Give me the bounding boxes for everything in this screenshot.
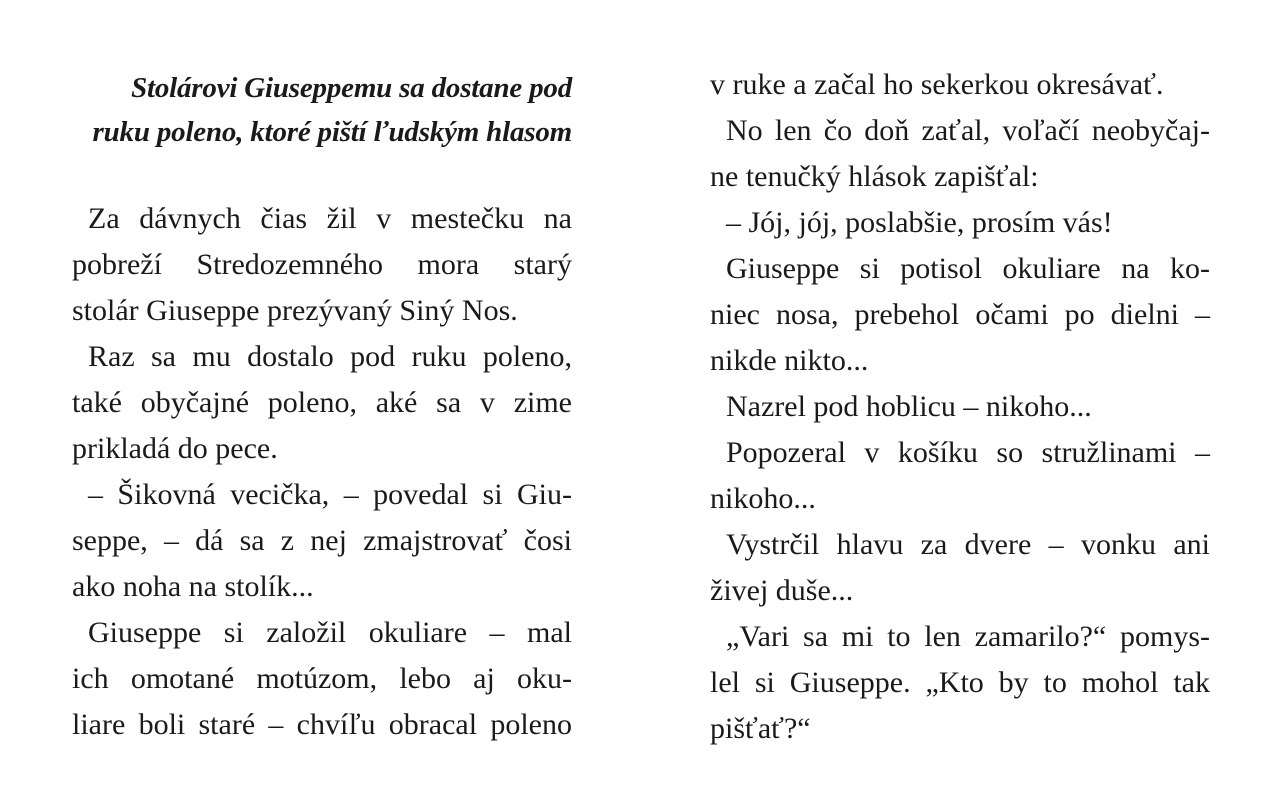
- text-line: pobreží Stredozemného mora starý: [72, 248, 572, 281]
- text-line: Nazrel pod hoblicu – nikoho...: [726, 390, 1092, 423]
- text-line: prikladá do pece.: [72, 432, 278, 465]
- text-line: ako noha na stolík...: [72, 570, 314, 603]
- text-line: Vystrčil hlavu za dvere – vonku ani: [726, 528, 1210, 561]
- text-line: seppe, – dá sa z nej zmajstrovať čosi: [72, 524, 572, 557]
- text-line: nikde nikto...: [710, 344, 869, 377]
- text-line: ich omotané motúzom, lebo aj oku-: [72, 662, 572, 695]
- text-line: liare boli staré – chvíľu obracal poleno: [72, 708, 572, 741]
- text-line: Popozeral v košíku so stružlinami –: [726, 436, 1210, 469]
- heading-line: Stolárovi Giuseppemu sa dostane pod: [131, 72, 572, 104]
- left-body-text: [72, 196, 572, 748]
- chapter-heading: [72, 66, 572, 154]
- text-line: pišťať?“: [710, 712, 811, 745]
- text-line: No len čo doň zaťal, voľačí neobyčaj-: [726, 114, 1210, 147]
- text-line: – Jój, jój, poslabšie, prosím vás!: [726, 206, 1113, 239]
- text-line: živej duše...: [710, 574, 854, 607]
- right-body-text: [710, 62, 1210, 752]
- heading-line: ruku poleno, ktoré piští ľudským hlasom: [92, 116, 572, 148]
- text-line: niec nosa, prebehol očami po dielni –: [710, 298, 1210, 331]
- right-page: [710, 0, 1210, 800]
- text-line: Raz sa mu dostalo pod ruku poleno,: [88, 340, 572, 373]
- text-line: také obyčajné poleno, aké sa v zime: [72, 386, 572, 419]
- text-line: ne tenučký hlások zapišťal:: [710, 160, 1039, 193]
- text-line: – Šikovná vecička, – povedal si Giu-: [88, 478, 572, 511]
- left-page: [72, 0, 572, 800]
- text-line: „Vari sa mi to len zamarilo?“ pomys-: [726, 620, 1210, 653]
- text-line: nikoho...: [710, 482, 816, 515]
- text-line: Giuseppe si potisol okuliare na ko-: [726, 252, 1210, 285]
- text-line: lel si Giuseppe. „Kto by to mohol tak: [710, 666, 1210, 699]
- text-line: Giuseppe si založil okuliare – mal: [88, 616, 572, 649]
- text-line: Za dávnych čias žil v mestečku na: [88, 202, 572, 235]
- text-line: stolár Giuseppe prezývaný Siný Nos.: [72, 294, 518, 327]
- text-line: v ruke a začal ho sekerkou okresávať.: [710, 68, 1164, 101]
